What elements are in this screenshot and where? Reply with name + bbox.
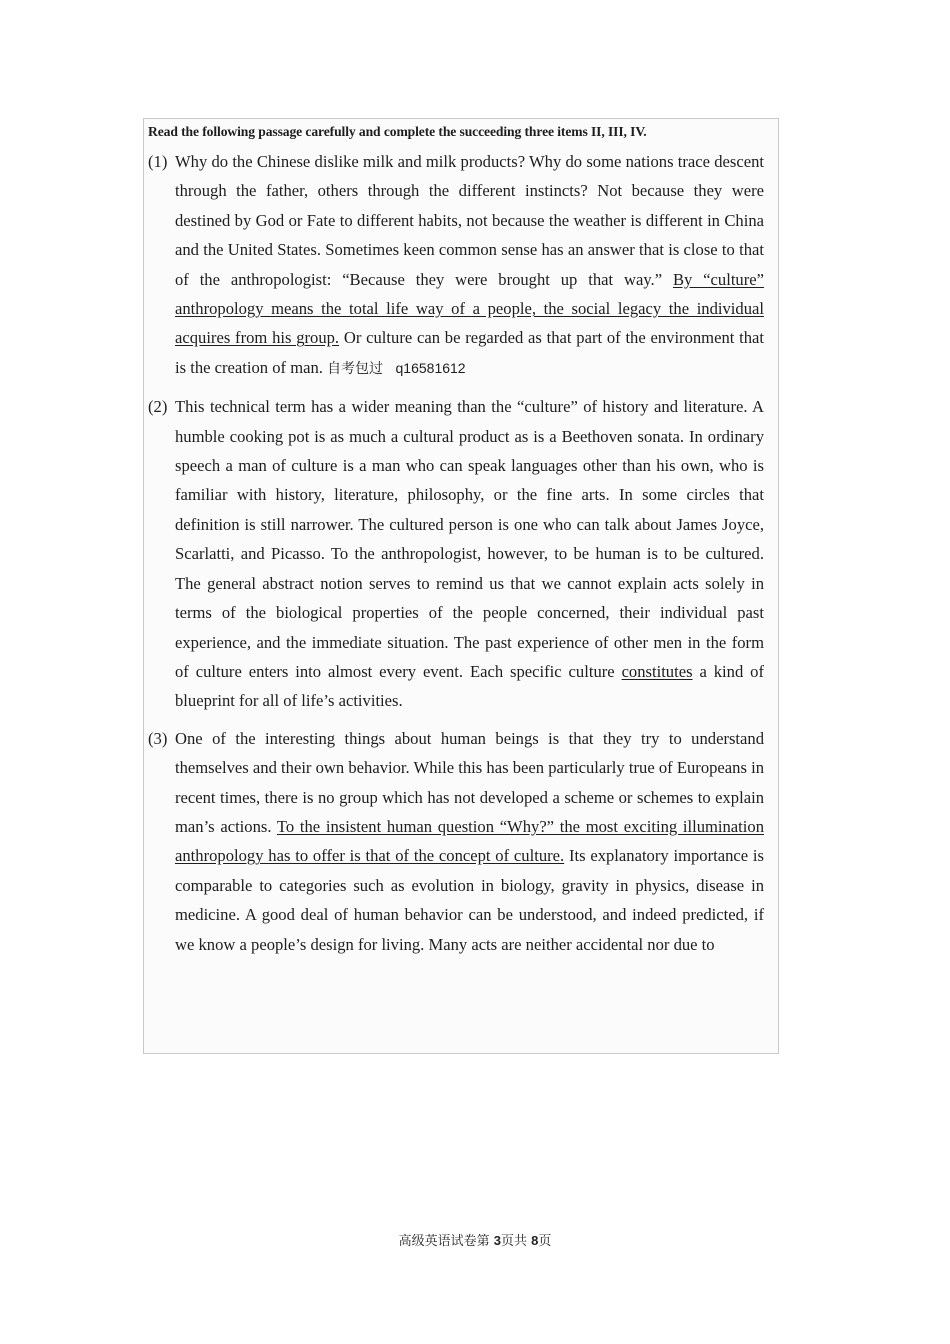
cjk-note: 自考包过	[327, 360, 384, 377]
paragraph-text: Why do the Chinese dislike milk and milk products? Why do some nations trace descent through the father, others through the different instincts? Not because they were destined by God or Fate to different habits, not because the weather is different in China and the United States. Sometimes keen common sense has an answer that is close to that of the anthropologist: “Because they were brought up that way.”	[175, 152, 764, 289]
paragraph-text: Its explanatory importance is comparable to categories such as evolution in biology, gravity in physics, disease in medicine. A good deal of human behavior can be understood, and indeed predicted, if we know a people’s design for living. Many acts are neither accidental nor due to	[175, 846, 764, 954]
underlined-word: constitutes	[621, 661, 693, 681]
paragraph-text: One of the interesting things about human beings is that they try to understand themselves and their own behavior. While this has been particularly true of Europeans in recent times, there is no group which has not developed a scheme or schemes to explain man’s actions.	[175, 728, 764, 836]
paragraph-text: Or culture can be regarded as that part of the environment that is the creation of man.	[175, 328, 765, 377]
page-footer	[0, 1230, 950, 1249]
footer-total-pages: 8	[531, 1233, 539, 1248]
footer-suffix: 页	[538, 1234, 552, 1249]
paragraph-text: a kind of blueprint for all of life’s activities.	[175, 661, 764, 711]
footer-middle: 页共	[500, 1234, 527, 1249]
paragraph-number: (3)	[148, 728, 168, 748]
code-note: q16581612	[395, 359, 466, 376]
paragraph-3	[148, 724, 764, 959]
underlined-sentence: By “culture” anthropology means the total life way of a people, the social legacy the individual acquires from his group.	[175, 269, 764, 348]
footer-prefix: 高级英语试卷第	[398, 1234, 490, 1249]
paragraph-number: (2)	[148, 397, 168, 417]
paragraph-2	[148, 392, 764, 715]
underlined-sentence: To the insistent human question “Why?” the most exciting illumination anthropology has to offer is that of the concept of culture.	[175, 816, 764, 866]
paragraph-text: This technical term has a wider meaning than the “culture” of history and literature. A humble cooking pot is as much a cultural product as is a Beethoven sonata. In ordinary speech a man of culture is a man who can speak languages other than his own, who is familiar with history, literature, philosophy, or the fine arts. In some circles that definition is still narrower. The cultured person is one who can talk about James Joyce, Scarlatti, and Picasso. To the anthropologist, however, to be human is to be cultured. The general abstract notion serves to remind us that we cannot explain acts solely in terms of the biological properties of the people concerned, their individual past experience, and the immediate situation. The past experience of other men in the form of culture enters into almost every event. Each specific culture	[175, 397, 764, 681]
reading-instruction: Read the following passage carefully and complete the succeeding three items II, III, IV.	[148, 124, 647, 139]
footer-page-number: 3	[493, 1233, 501, 1248]
paragraph-number: (1)	[148, 152, 168, 171]
paragraph-1	[148, 147, 764, 384]
scanned-passage	[143, 118, 779, 1054]
